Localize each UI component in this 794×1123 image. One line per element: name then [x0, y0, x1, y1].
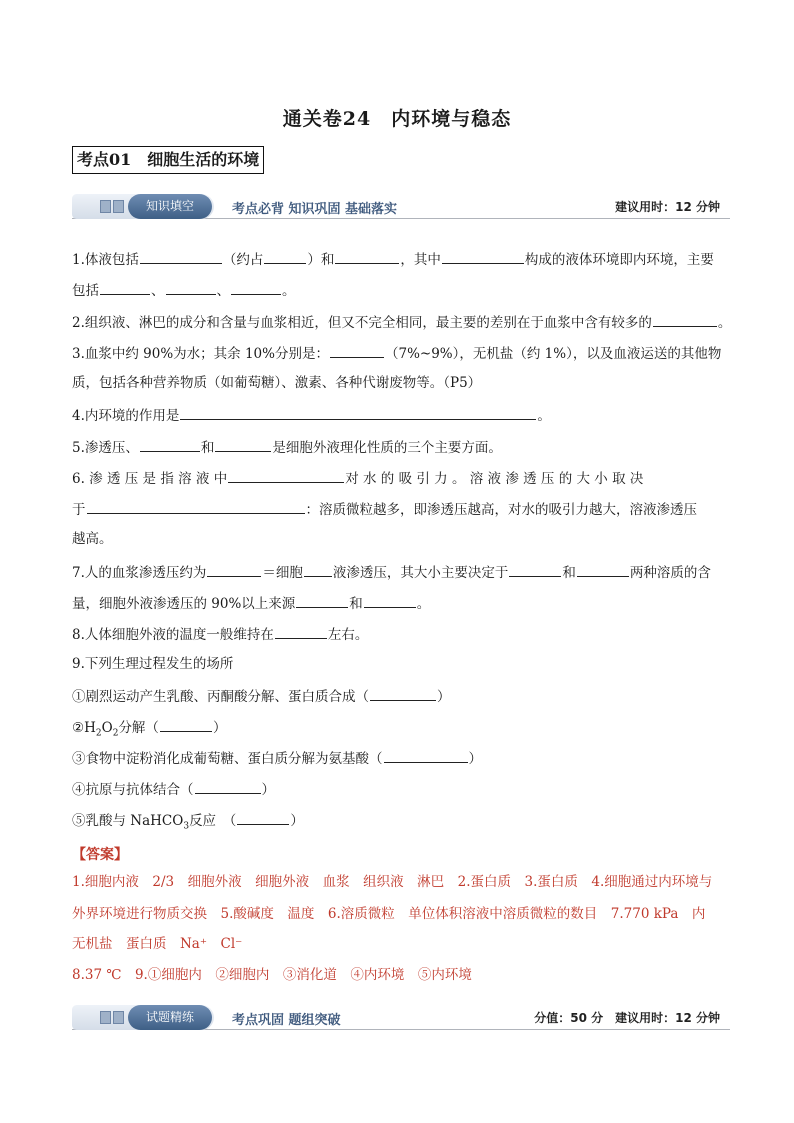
question-8: 8.人体细胞外液的温度一般维持在 左右。 [72, 624, 732, 644]
question-3: 3.血浆中约 90%为水；其余 10%分别是： （7%~9%），无机盐（约 1%），以及血液运送的其他物 [72, 343, 732, 363]
question-1: 1.体液包括 （约占 ）和 ，其中 构成的液体环境即内环境，主要 [72, 249, 732, 269]
banner-subtitle: 考点必背 知识巩固 基础落实 [232, 202, 398, 217]
book-icon [100, 1011, 128, 1025]
banner-practice [72, 1005, 730, 1030]
page-title: 通关卷24 内环境与稳态 [282, 108, 512, 130]
banner-score-time: 分值：50 分 建议用时：12 分钟 [534, 1011, 720, 1025]
question-9-item-5: ⑤乳酸与 NaHCO$_3$反应 （ ） [72, 810, 732, 836]
answer-title: 【答案】 [72, 847, 128, 863]
answer-line-4: 8.37 ℃ 9.①细胞内 ②细胞内 ③消化道 ④内环境 ⑤内环境 [72, 967, 472, 983]
question-1-cont: 包括 、 、 。 [72, 280, 732, 300]
book-icon [100, 200, 128, 214]
question-2: 2.组织液、淋巴的成分和含量与血浆相近，但又不完全相同，最主要的差别在于血浆中含有较多的 。 [72, 312, 732, 332]
banner-tag: 知识填空 [128, 194, 212, 219]
question-9-item-4: ④抗原与抗体结合（ ） [72, 779, 732, 799]
question-3-cont: 质，包括各种营养物质（如葡萄糖）、激素、各种代谢废物等。（P5） [72, 375, 482, 391]
banner-tag: 试题精练 [128, 1005, 212, 1030]
question-9-item-1: ①剧烈运动产生乳酸、丙酮酸分解、蛋白质合成（ ） [72, 686, 732, 706]
answer-line-3: 无机盐 蛋白质 Na⁺ Cl⁻ [72, 936, 243, 952]
question-9-item-2: $②H_2O_2$分解（ ） [72, 717, 732, 743]
question-5: 5.渗透压、 和 是细胞外液理化性质的三个主要方面。 [72, 437, 732, 457]
question-7-cont: 量，细胞外液渗透压的 90%以上来源 和 。 [72, 593, 732, 613]
question-7: 7.人的血浆渗透压约为 ＝细胞 液渗透压，其大小主要决定于 和 两种溶质的含 [72, 562, 732, 582]
question-6-cont: 于 ：溶质微粒越多，即渗透压越高，对水的吸引力越大，溶液渗透压 [72, 499, 732, 519]
answer-line-1: 1.细胞内液 2/3 细胞外液 细胞外液 血浆 组织液 淋巴 2.蛋白质 3.蛋白质 4.细胞通过内环境与 [72, 874, 713, 890]
banner-knowledge [72, 194, 730, 219]
banner-subtitle: 考点巩固 题组突破 [232, 1013, 341, 1028]
banner-time: 建议用时：12 分钟 [615, 200, 720, 214]
question-4: 4.内环境的作用是 。 [72, 405, 732, 425]
section-heading: 考点01 细胞生活的环境 [72, 146, 264, 174]
question-9: 9.下列生理过程发生的场所 [72, 656, 234, 672]
question-9-item-3: ③食物中淀粉消化成葡萄糖、蛋白质分解为氨基酸（ ） [72, 748, 732, 768]
question-6: 6. 渗 透 压 是 指 溶 液 中 对 水 的 吸 引 力 。 溶 液 渗 透 压 的 大 小 取 决 [72, 468, 732, 488]
question-6-end: 越高。 [72, 531, 113, 547]
answer-line-2: 外界环境进行物质交换 5.酸碱度 温度 6.溶质微粒 单位体积溶液中溶质微粒的数目 7.770 kPa 内 [72, 906, 706, 922]
